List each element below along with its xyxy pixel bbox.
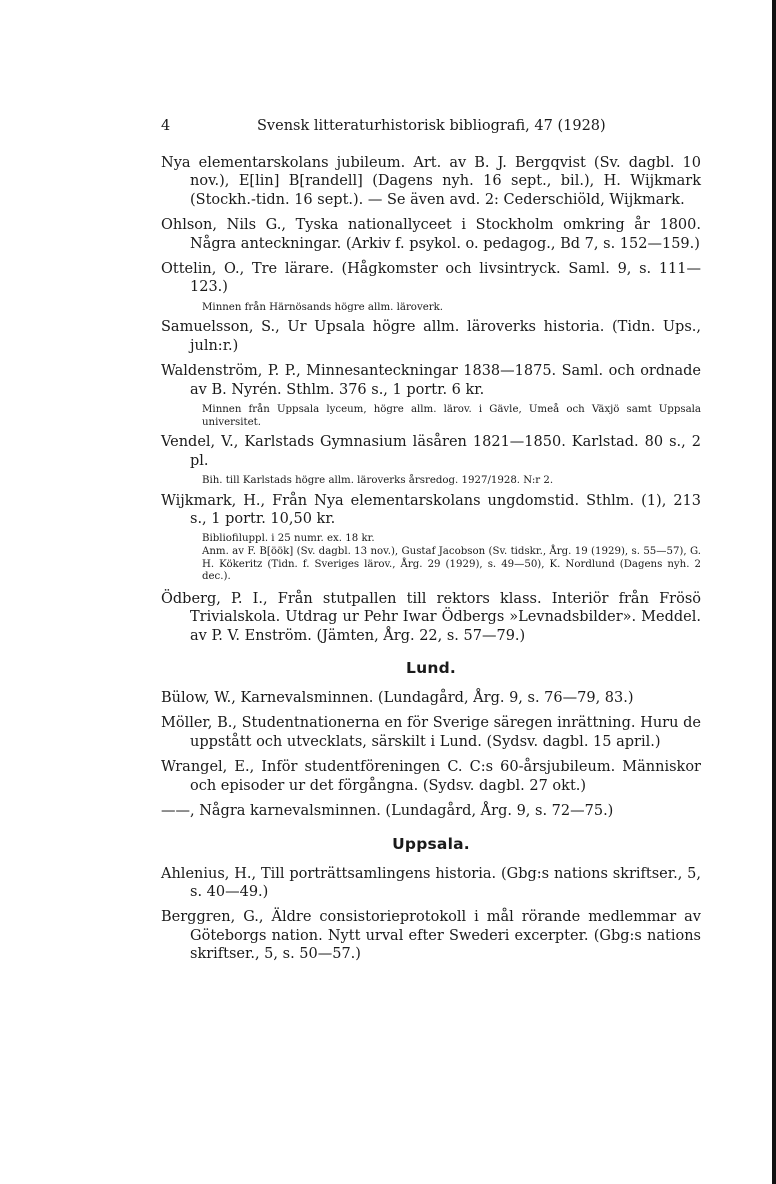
entry-note: Bih. till Karlstads högre allm. läroverks årsredog. 1927/1928. N:r 2. [202, 475, 554, 487]
bibliography-entry: Ahlenius, H., Till porträttsamlingens historia. (Gbg:s nations skriftser., 5, s. 40—49.) [161, 865, 701, 900]
bibliography-entry: Ohlson, Nils G., Tyska nationallyceet i Stockholm omkring år 1800. Några anteckningar. (Arkiv f. psykol. o. pedagog., Bd 7, s. 152—159.) [161, 217, 701, 252]
running-header [161, 118, 701, 140]
entry-notes [161, 533, 701, 583]
bibliography-entry: ——, Några karnevalsminnen. (Lundagård, Årg. 9, s. 72—75.) [161, 803, 614, 820]
bibliography-entry: Wijkmark, H., Från Nya elementarskolans ungdomstid. Sthlm. (1), 213 s., 1 portr. 10,50 kr. [161, 492, 701, 528]
page-number: 4 [161, 118, 171, 134]
bibliography-entry: Bülow, W., Karnevalsminnen. (Lundagård, Årg. 9, s. 76—79, 83.) [161, 690, 634, 707]
bibliography-entry: Ödberg, P. I., Från stutpallen till rektors klass. Interiör från Frösö Trivialskola. Utdrag ur Pehr Iwar Ödbergs »Levnadsbilder». Meddel. av P. V. Enström. (Jämten, Årg. 22, s. 57—79.) [161, 590, 701, 644]
bibliography-entry: Samuelsson, S., Ur Upsala högre allm. läroverks historia. (Tidn. Ups., juln:r.) [161, 319, 701, 354]
entry-note: Anm. av F. B[öök] (Sv. dagbl. 13 nov.), Gustaf Jacobson (Sv. tidskr., Årg. 19 (1929), s. 55—57), G. H. Kökeritz (Tidn. f. Sveriges lärov., Årg. 29 (1929), s. 49—50), K. Nordlund (Dagens nyh. 2 dec.). [202, 546, 701, 583]
section-heading-uppsala: Uppsala. [392, 834, 470, 853]
entry-note: Bibliofiluppl. i 25 numr. ex. 18 kr. [202, 533, 375, 545]
page [161, 118, 701, 971]
bibliography-entry: Ottelin, O., Tre lärare. (Hågkomster och livsintryck. Saml. 9, s. 111—123.) [161, 261, 701, 296]
entry-note: Minnen från Uppsala lyceum, högre allm. lärov. i Gävle, Umeå och Växjö samt Uppsala universitet. [202, 404, 701, 428]
bibliography-entry: Vendel, V., Karlstads Gymnasium läsåren 1821—1850. Karlstad. 80 s., 2 pl. [161, 434, 701, 469]
entry-note: Minnen från Härnösands högre allm. läroverk. [202, 301, 444, 313]
bibliography-entry: Möller, B., Studentnationerna en för Sverige säregen inrättning. Huru de uppstått och utvecklats, särskilt i Lund. (Sydsv. dagbl. 15 april.) [161, 715, 701, 750]
running-title: Svensk litteraturhistorisk bibliografi, 47 (1928) [257, 118, 606, 134]
section-heading-lund: Lund. [406, 659, 456, 678]
bibliography-entry: Nya elementarskolans jubileum. Art. av B. J. Bergqvist (Sv. dagbl. 10 nov.), E[lin] B[randell] (Dagens nyh. 16 sept., bil.), H. Wijkmark (Stockh.-tidn. 16 sept.). — Se även avd. 2: Cederschiöld, Wijkmark. [161, 155, 701, 208]
bibliography-entry: Berggren, G., Äldre consistorieprotokoll i mål rörande medlemmar av Göteborgs nation. Nytt urval efter Swederi excerpter. (Gbg:s nations skriftser., 5, s. 50—57.) [161, 909, 701, 963]
bibliography-entry: Wrangel, E., Inför studentföreningen C. C:s 60-årsjubileum. Människor och episoder ur det förgångna. (Sydsv. dagbl. 27 okt.) [161, 759, 701, 794]
bibliography-entry: Waldenström, P. P., Minnesanteckningar 1838—1875. Saml. och ordnade av B. Nyrén. Sthlm. 376 s., 1 portr. 6 kr. [161, 363, 701, 398]
scan-edge [772, 0, 776, 1184]
